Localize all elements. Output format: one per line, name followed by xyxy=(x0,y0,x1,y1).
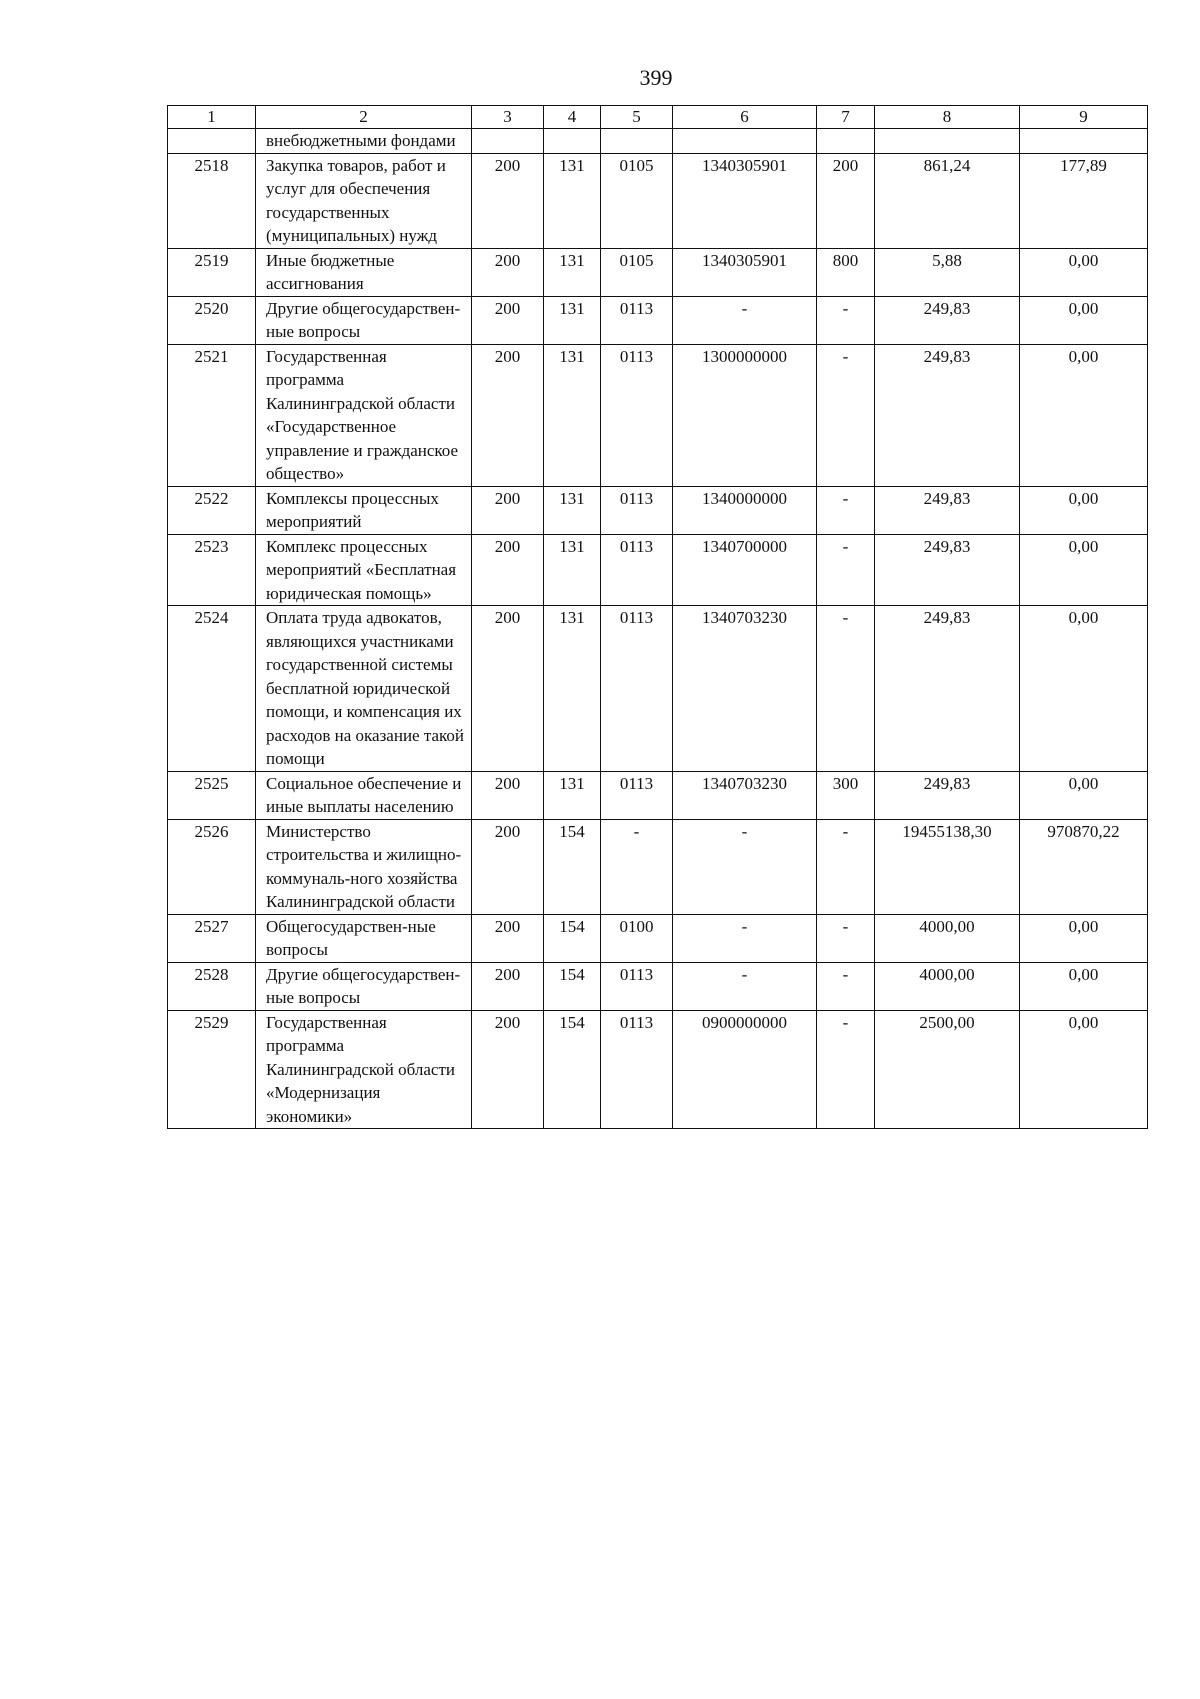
table-row xyxy=(168,819,1148,914)
target-article-cell: - xyxy=(673,914,817,962)
ministry-code-cell: 131 xyxy=(544,771,601,819)
code-cell: 200 xyxy=(472,153,544,248)
row-number-cell: 2525 xyxy=(168,771,256,819)
code-cell: 200 xyxy=(472,1010,544,1129)
target-article-cell: - xyxy=(673,296,817,344)
code-cell: 200 xyxy=(472,344,544,486)
code-cell: 200 xyxy=(472,771,544,819)
amount-cell-2: 0,00 xyxy=(1020,534,1148,606)
ministry-code-cell: 131 xyxy=(544,248,601,296)
section-code-cell: - xyxy=(601,819,673,914)
table-row xyxy=(168,344,1148,486)
line-item-name-cell: Закупка товаров, работ и услуг для обеспечения государственных (муниципальных) нужд xyxy=(256,153,472,248)
ministry-code-cell: 131 xyxy=(544,486,601,534)
amount-cell: 249,83 xyxy=(875,771,1020,819)
amount-cell: 4000,00 xyxy=(875,914,1020,962)
amount-cell-2: 0,00 xyxy=(1020,248,1148,296)
row-number-cell: 2524 xyxy=(168,606,256,772)
code-cell: 200 xyxy=(472,962,544,1010)
table-row xyxy=(168,914,1148,962)
table-row xyxy=(168,534,1148,606)
column-header: 2 xyxy=(256,106,472,129)
expense-type-cell: 800 xyxy=(817,248,875,296)
section-code-cell: 0113 xyxy=(601,296,673,344)
row-number-cell: 2519 xyxy=(168,248,256,296)
code-cell: 200 xyxy=(472,606,544,772)
page-number: 399 xyxy=(639,65,673,90)
column-header: 7 xyxy=(817,106,875,129)
expense-type-cell: - xyxy=(817,486,875,534)
amount-cell: 249,83 xyxy=(875,534,1020,606)
amount-cell-2: 970870,22 xyxy=(1020,819,1148,914)
ministry-code-cell: 154 xyxy=(544,962,601,1010)
section-code-cell: 0100 xyxy=(601,914,673,962)
amount-cell-2: 0,00 xyxy=(1020,1010,1148,1129)
table-row xyxy=(168,296,1148,344)
expense-type-cell: - xyxy=(817,819,875,914)
amount-cell: 249,83 xyxy=(875,606,1020,772)
column-number-row xyxy=(168,106,1148,129)
row-number-cell xyxy=(168,129,256,154)
line-item-name-cell: Министерство строительства и жилищно-коммуналь-ного хозяйства Калининградской области xyxy=(256,819,472,914)
amount-cell: 249,83 xyxy=(875,296,1020,344)
row-number-cell: 2523 xyxy=(168,534,256,606)
amount-cell: 2500,00 xyxy=(875,1010,1020,1129)
ministry-code-cell: 154 xyxy=(544,914,601,962)
target-article-cell: - xyxy=(673,962,817,1010)
target-article-cell: 1340700000 xyxy=(673,534,817,606)
row-number-cell: 2529 xyxy=(168,1010,256,1129)
target-article-cell xyxy=(673,129,817,154)
budget-table xyxy=(167,105,1148,1129)
column-header: 5 xyxy=(601,106,673,129)
section-code-cell: 0113 xyxy=(601,344,673,486)
line-item-name-cell: Другие общегосударствен-ные вопросы xyxy=(256,962,472,1010)
expense-type-cell: - xyxy=(817,296,875,344)
row-number-cell: 2518 xyxy=(168,153,256,248)
amount-cell-2: 0,00 xyxy=(1020,486,1148,534)
code-cell: 200 xyxy=(472,486,544,534)
expense-type-cell: - xyxy=(817,1010,875,1129)
section-code-cell: 0105 xyxy=(601,248,673,296)
row-number-cell: 2520 xyxy=(168,296,256,344)
code-cell: 200 xyxy=(472,534,544,606)
table-row xyxy=(168,153,1148,248)
ministry-code-cell: 131 xyxy=(544,296,601,344)
section-code-cell: 0113 xyxy=(601,962,673,1010)
ministry-code-cell: 131 xyxy=(544,534,601,606)
column-header: 4 xyxy=(544,106,601,129)
expense-type-cell: - xyxy=(817,962,875,1010)
table-row xyxy=(168,129,1148,154)
amount-cell: 4000,00 xyxy=(875,962,1020,1010)
target-article-cell: 1300000000 xyxy=(673,344,817,486)
target-article-cell: 1340305901 xyxy=(673,153,817,248)
amount-cell: 861,24 xyxy=(875,153,1020,248)
amount-cell-2: 0,00 xyxy=(1020,606,1148,772)
column-header: 9 xyxy=(1020,106,1148,129)
code-cell: 200 xyxy=(472,819,544,914)
code-cell: 200 xyxy=(472,248,544,296)
ministry-code-cell: 131 xyxy=(544,344,601,486)
table-row xyxy=(168,486,1148,534)
column-header: 6 xyxy=(673,106,817,129)
row-number-cell: 2526 xyxy=(168,819,256,914)
expense-type-cell: - xyxy=(817,344,875,486)
section-code-cell: 0113 xyxy=(601,771,673,819)
amount-cell-2: 177,89 xyxy=(1020,153,1148,248)
target-article-cell: 0900000000 xyxy=(673,1010,817,1129)
expense-type-cell: - xyxy=(817,914,875,962)
amount-cell-2 xyxy=(1020,129,1148,154)
amount-cell: 249,83 xyxy=(875,486,1020,534)
row-number-cell: 2522 xyxy=(168,486,256,534)
expense-type-cell: - xyxy=(817,534,875,606)
target-article-cell: 1340000000 xyxy=(673,486,817,534)
expense-type-cell xyxy=(817,129,875,154)
section-code-cell: 0105 xyxy=(601,153,673,248)
ministry-code-cell xyxy=(544,129,601,154)
amount-cell-2: 0,00 xyxy=(1020,344,1148,486)
line-item-name-cell: Оплата труда адвокатов, являющихся участниками государственной системы бесплатной юридической помощи, и компенсация их расходов на оказание такой помощи xyxy=(256,606,472,772)
table-row xyxy=(168,606,1148,772)
amount-cell-2: 0,00 xyxy=(1020,771,1148,819)
ministry-code-cell: 154 xyxy=(544,819,601,914)
line-item-name-cell: Комплекс процессных мероприятий «Бесплатная юридическая помощь» xyxy=(256,534,472,606)
expense-type-cell: - xyxy=(817,606,875,772)
row-number-cell: 2528 xyxy=(168,962,256,1010)
line-item-name-cell: Социальное обеспечение и иные выплаты населению xyxy=(256,771,472,819)
line-item-name-cell: Государственная программа Калининградской области «Государственное управление и гражданское общество» xyxy=(256,344,472,486)
column-header: 8 xyxy=(875,106,1020,129)
section-code-cell xyxy=(601,129,673,154)
target-article-cell: - xyxy=(673,819,817,914)
expense-type-cell: 200 xyxy=(817,153,875,248)
section-code-cell: 0113 xyxy=(601,486,673,534)
code-cell: 200 xyxy=(472,914,544,962)
row-number-cell: 2527 xyxy=(168,914,256,962)
code-cell xyxy=(472,129,544,154)
amount-cell: 5,88 xyxy=(875,248,1020,296)
line-item-name-cell: Государственная программа Калининградской области «Модернизация экономики» xyxy=(256,1010,472,1129)
target-article-cell: 1340703230 xyxy=(673,606,817,772)
section-code-cell: 0113 xyxy=(601,1010,673,1129)
ministry-code-cell: 154 xyxy=(544,1010,601,1129)
row-number-cell: 2521 xyxy=(168,344,256,486)
line-item-name-cell: Другие общегосударствен-ные вопросы xyxy=(256,296,472,344)
amount-cell: 19455138,30 xyxy=(875,819,1020,914)
line-item-name-cell: внебюджетными фондами xyxy=(256,129,472,154)
line-item-name-cell: Общегосударствен-ные вопросы xyxy=(256,914,472,962)
expense-type-cell: 300 xyxy=(817,771,875,819)
code-cell: 200 xyxy=(472,296,544,344)
line-item-name-cell: Иные бюджетные ассигнования xyxy=(256,248,472,296)
table-row xyxy=(168,1010,1148,1129)
ministry-code-cell: 131 xyxy=(544,153,601,248)
table-row xyxy=(168,771,1148,819)
ministry-code-cell: 131 xyxy=(544,606,601,772)
amount-cell-2: 0,00 xyxy=(1020,914,1148,962)
table-row xyxy=(168,962,1148,1010)
column-header: 1 xyxy=(168,106,256,129)
section-code-cell: 0113 xyxy=(601,534,673,606)
amount-cell-2: 0,00 xyxy=(1020,296,1148,344)
target-article-cell: 1340305901 xyxy=(673,248,817,296)
amount-cell: 249,83 xyxy=(875,344,1020,486)
amount-cell xyxy=(875,129,1020,154)
line-item-name-cell: Комплексы процессных мероприятий xyxy=(256,486,472,534)
target-article-cell: 1340703230 xyxy=(673,771,817,819)
amount-cell-2: 0,00 xyxy=(1020,962,1148,1010)
section-code-cell: 0113 xyxy=(601,606,673,772)
column-header: 3 xyxy=(472,106,544,129)
table-row xyxy=(168,248,1148,296)
